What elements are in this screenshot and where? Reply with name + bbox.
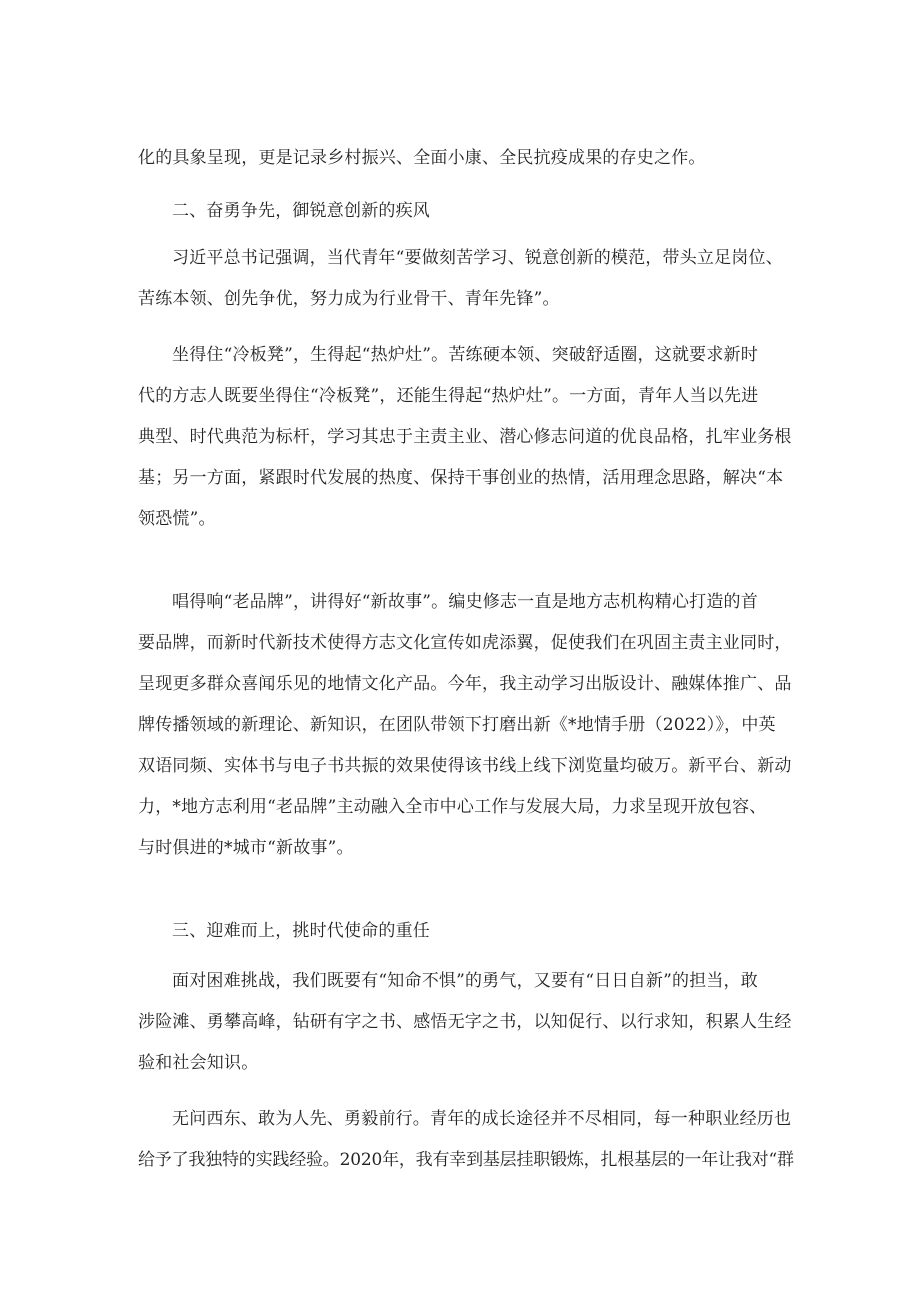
line-text: 典型、时代典范为标杆，学习其忠于主责主业、潜心修志问道的优良品格，扎牢业务根 xyxy=(138,427,792,447)
heading-text: 二、奋勇争先，御锐意创新的疾风 xyxy=(172,201,430,221)
heading-text: 三、迎难而上，挑时代使命的重任 xyxy=(172,921,430,941)
line-text: 化的具象呈现，更是记录乡村振兴、全面小康、全民抗疫成果的存史之作。 xyxy=(138,148,706,168)
line-text: 基；另一方面，紧跟时代发展的热度、保持干事创业的热情，活用理念思路，解决“本 xyxy=(138,468,784,488)
paragraph-line xyxy=(0,1145,920,1175)
line-text: 涉险滩、勇攀高峰，钻研有字之书、感悟无字之书，以知促行、以行求知，积累人生经 xyxy=(138,1012,792,1032)
paragraph-line xyxy=(0,340,920,370)
paragraph-line xyxy=(0,710,920,740)
line-text: 给予了我独特的实践经验。2020年，我有幸到基层挂职锻炼，扎根基层的一年让我对“群 xyxy=(138,1150,794,1170)
paragraph-line xyxy=(0,284,920,314)
paragraph-line xyxy=(0,1007,920,1037)
paragraph-line xyxy=(0,243,920,273)
line-text: 唱得响“老品牌”，讲得好“新故事”。编史修志一直是地方志机构精心打造的首 xyxy=(172,592,758,612)
line-text: 验和社会知识。 xyxy=(138,1053,259,1073)
line-text: 面对困难挑战，我们既要有“知命不惧”的勇气，又要有“日日自新”的担当，敢 xyxy=(172,971,758,991)
line-text: 与时俱进的*城市“新故事”。 xyxy=(138,838,354,858)
paragraph-line xyxy=(0,381,920,411)
paragraph-line xyxy=(0,751,920,781)
paragraph-line xyxy=(0,792,920,822)
line-text: 代的方志人既要坐得住“冷板凳”，还能生得起“热炉灶”。一方面，青年人当以先进 xyxy=(138,386,759,406)
paragraph-line xyxy=(0,628,920,658)
paragraph-line xyxy=(0,669,920,699)
paragraph-line xyxy=(0,463,920,493)
line-text: 力，*地方志利用“老品牌”主动融入全市中心工作与发展大局，力求呈现开放包容、 xyxy=(138,797,767,817)
line-text: 习近平总书记强调，当代青年“要做刻苦学习、锐意创新的模范，带头立足岗位、 xyxy=(172,248,783,268)
paragraph-line xyxy=(0,1048,920,1078)
line-text: 呈现更多群众喜闻乐见的地情文化产品。今年，我主动学习出版设计、融媒体推广、品 xyxy=(138,674,792,694)
paragraph-line xyxy=(0,587,920,617)
section-heading xyxy=(0,916,920,946)
paragraph-line xyxy=(0,1104,920,1134)
line-text: 坐得住“冷板凳”，生得起“热炉灶”。苦练硬本领、突破舒适圈，这就要求新时 xyxy=(172,345,758,365)
line-text: 牌传播领域的新理论、新知识，在团队带领下打磨出新《*地情手册（2022）》，中英 xyxy=(138,715,776,735)
paragraph-line xyxy=(0,966,920,996)
section-heading xyxy=(0,196,920,226)
line-text: 无问西东、敢为人先、勇毅前行。青年的成长途径并不尽相同，每一种职业经历也 xyxy=(172,1109,792,1129)
paragraph-line xyxy=(0,833,920,863)
line-text: 苦练本领、创先争优，努力成为行业骨干、青年先锋”。 xyxy=(138,289,560,309)
line-text: 双语同频、实体书与电子书共振的效果使得该书线上线下浏览量均破万。新平台、新动 xyxy=(138,756,792,776)
paragraph-line xyxy=(0,143,920,173)
line-text: 领恐慌”。 xyxy=(138,509,216,529)
paragraph-line xyxy=(0,422,920,452)
line-text: 要品牌，而新时代新技术使得方志文化宣传如虎添翼，促使我们在巩固主责主业同时， xyxy=(138,633,792,653)
paragraph-line xyxy=(0,504,920,534)
